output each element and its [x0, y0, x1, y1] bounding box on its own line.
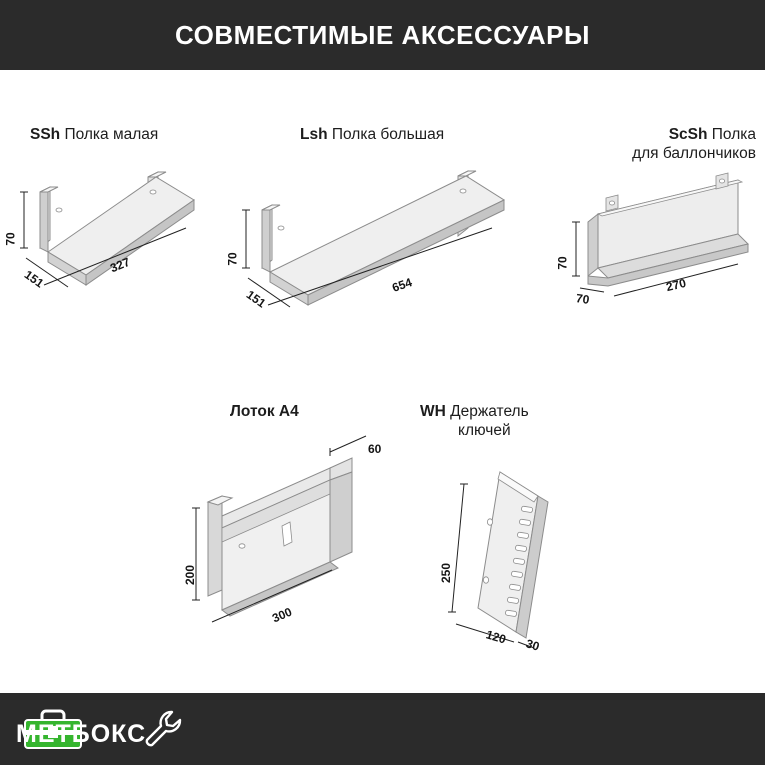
wrench-icon	[142, 708, 184, 750]
item-wh-code: WH	[420, 403, 446, 420]
item-wh-name-line1: Держатель	[450, 403, 529, 420]
item-ssh-code: SSh	[30, 126, 61, 143]
item-scsh-label	[596, 125, 756, 163]
item-wh-drawing	[430, 462, 590, 654]
ssh-dim-height: 70	[3, 232, 18, 246]
item-ssh	[30, 125, 240, 144]
item-tray-a4	[230, 402, 430, 421]
item-ssh-drawing	[3, 180, 224, 320]
tray-a4-dim-depth: 60	[368, 442, 382, 456]
wh-dim-height: 250	[439, 562, 454, 584]
item-wh	[420, 402, 590, 440]
item-lsh-label	[300, 125, 550, 144]
ssh-dim-width: 327	[108, 254, 132, 276]
lsh-dim-height: 70	[225, 252, 240, 266]
wh-dim-depth: 30	[524, 636, 542, 654]
item-ssh-label	[30, 125, 240, 144]
item-tray-a4-name: А4	[278, 403, 299, 420]
item-wh-label	[420, 402, 590, 440]
page-header	[0, 0, 765, 70]
item-lsh-name: Полка большая	[331, 126, 445, 143]
item-tray-a4-code: Лоток	[230, 403, 275, 420]
item-ssh-name: Полка малая	[64, 126, 159, 143]
item-scsh-code: ScSh	[668, 126, 708, 143]
brand-name: МЕТБОКС	[16, 720, 147, 748]
scsh-shelf-illustration	[570, 192, 760, 332]
item-scsh-name-line2: для баллончиков	[632, 145, 756, 162]
accessories-diagram	[0, 70, 765, 693]
item-scsh-drawing	[555, 192, 760, 332]
scsh-dim-height: 70	[555, 256, 570, 270]
brand-logo	[8, 700, 193, 758]
item-lsh	[300, 125, 550, 144]
item-scsh-name-line1: Полка	[711, 126, 756, 143]
ssh-shelf-illustration	[14, 180, 224, 320]
item-tray-a4-drawing	[180, 442, 400, 630]
item-tray-a4-label	[230, 402, 430, 421]
lsh-shelf-illustration	[236, 188, 526, 328]
tray-a4-dim-width: 300	[270, 604, 294, 626]
wh-dim-width: 120	[484, 627, 508, 647]
item-wh-name-line2: ключей	[458, 422, 511, 439]
item-lsh-code: Lsh	[300, 126, 328, 143]
page-footer	[0, 693, 765, 765]
scsh-dim-depth: 70	[575, 291, 591, 307]
lsh-dim-width: 654	[390, 275, 414, 295]
item-scsh	[596, 125, 756, 163]
scsh-dim-width: 270	[664, 275, 688, 295]
tray-a4-illustration	[180, 450, 400, 630]
tray-a4-dim-height: 200	[183, 564, 198, 586]
lsh-dim-depth: 151	[243, 287, 269, 311]
item-lsh-drawing	[225, 188, 526, 328]
page-title: СОВМЕСТИМЫЕ АКСЕССУАРЫ	[175, 19, 590, 50]
ssh-dim-depth: 151	[21, 267, 47, 291]
wh-holder-illustration	[430, 462, 590, 642]
